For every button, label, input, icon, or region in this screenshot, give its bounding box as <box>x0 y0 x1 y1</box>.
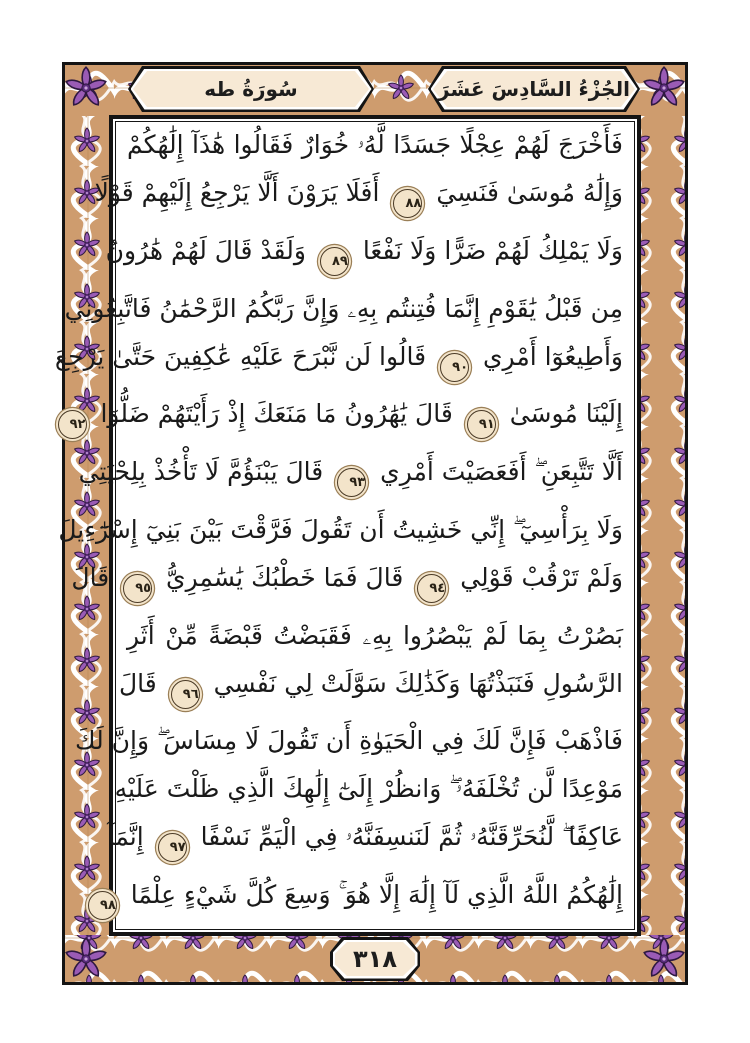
verse-number-badge: ٩٥ <box>123 574 152 603</box>
quran-line <box>94 177 623 218</box>
ayah-text: إِلَيْنَا مُوسَىٰ <box>509 399 623 429</box>
page-number-cartouche <box>330 937 420 981</box>
ayah-text: وَلَا بِرَأْسِيٓ ۖ إِنِّي خَشِيتُ أَن تَقُولَ فَرَّقْتَ بَيْنَ بَنِيٓ إِسْرَٰٓءِيلَ <box>58 514 623 544</box>
quran-line <box>71 562 623 603</box>
quran-line <box>54 341 623 382</box>
verse-number-badge: ٩٦ <box>171 680 200 709</box>
ayah-text: فَاذْهَبْ فَإِنَّ لَكَ فِي الْحَيَوٰةِ أَن تَقُولَ لَا مِسَاسَ ۖ وَإِنَّ لَكَ <box>75 726 623 756</box>
verse-number-badge: ٩٤ <box>417 574 446 603</box>
quran-line <box>105 235 623 276</box>
ayah-text: وَأَطِيعُوٓا أَمْرِي <box>482 341 623 371</box>
quran-line <box>107 821 623 862</box>
quran-line <box>114 773 623 804</box>
ayah-text: مَوْعِدًا لَّن تُخْلَفَهُۥ ۖ وَانظُرْ إِلَىٰٓ إِلَٰهِكَ الَّذِي ظَلْتَ عَلَيْهِ <box>114 774 623 804</box>
ayah-text: وَإِلَٰهُ مُوسَىٰ فَنَسِيَ <box>436 178 623 207</box>
quran-line <box>118 668 623 709</box>
ayah-text: قَالَ فَمَا خَطْبُكَ يَٰسَٰمِرِيُّ <box>166 562 404 592</box>
ayah-text: إِلَٰهُكُمُ اللَّهُ الَّذِي لَآ إِلَٰهَ إِلَّا هُوَ ۚ وَسِعَ كُلَّ شَيْءٍ عِلْمًا <box>130 880 623 909</box>
ayah-text: أَفَلَا يَرَوْنَ أَلَّا يَرْجِعُ إِلَيْهِمْ قَوْلًا <box>94 178 380 207</box>
ayah-text: قَالَ يَٰهَٰرُونُ مَا مَنَعَكَ إِذْ رَأَيْتَهُمْ ضَلُّوٓا <box>100 399 453 429</box>
verse-number-badge: ٨٨ <box>393 189 422 218</box>
ayah-text: عَاكِفًا ۖ لَّنُحَرِّقَنَّهُۥ ثُمَّ لَنَنسِفَنَّهُۥ فِي الْيَمِّ نَسْفًا <box>200 822 623 852</box>
ayah-text: قَالُوا لَن نَّبْرَحَ عَلَيْهِ عَٰكِفِينَ حَتَّىٰ يَرْجِعَ <box>54 341 427 371</box>
ayah-text: الرَّسُولِ فَنَبَذْتُهَا وَكَذَٰلِكَ سَوَّلَتْ لِي نَفْسِي <box>213 668 623 698</box>
juz-cartouche <box>428 66 640 112</box>
verse-number-badge: ٩٠ <box>440 353 469 382</box>
quran-line <box>78 456 623 497</box>
ayah-text: أَلَّا تَتَّبِعَنِ ۖ أَفَعَصَيْتَ أَمْرِي <box>380 457 623 486</box>
ayah-text: وَلَقَدْ قَالَ لَهُمْ هَٰرُونُ <box>105 235 306 265</box>
ayah-text: وَلَا يَمْلِكُ لَهُمْ ضَرًّا وَلَا نَفْعًا <box>362 235 623 265</box>
verse-number-badge: ٩٢ <box>58 410 87 439</box>
ayah-text: قَالَ <box>71 562 110 592</box>
verse-number-badge: ٩١ <box>467 410 496 439</box>
quran-line <box>75 725 623 756</box>
verse-number-badge: ٨٩ <box>320 247 349 276</box>
quran-line <box>127 620 623 651</box>
ayah-text: بَصُرْتُ بِمَا لَمْ يَبْصُرُوا بِهِۦ فَقَبَضْتُ قَبْضَةً مِّنْ أَثَرِ <box>127 620 623 650</box>
verse-number-badge: ٩٨ <box>88 891 117 920</box>
ayah-text: وَلَمْ تَرْقُبْ قَوْلِي <box>460 562 623 592</box>
ayah-text: قَالَ <box>118 668 157 698</box>
ayah-text: إِنَّمَآ <box>107 822 144 852</box>
juz-label: الجُزْءُ السَّادِسَ عَشَرَ <box>438 77 630 101</box>
quran-line <box>58 514 623 545</box>
page-number: ٣١٨ <box>353 945 397 973</box>
quran-line <box>69 398 623 439</box>
ayah-text: مِن قَبْلُ يَٰقَوْمِ إِنَّمَا فُتِنتُم بِهِۦ وَإِنَّ رَبَّكُمُ الرَّحْمَٰنُ فَاتَّبِعُونِي <box>64 293 623 323</box>
ayah-text: قَالَ يَبْنَؤُمَّ لَا تَأْخُذْ بِلِحْيَتِي <box>78 457 324 486</box>
quran-line <box>64 293 623 324</box>
surah-title-cartouche <box>128 66 374 112</box>
quran-line <box>127 129 623 160</box>
ayah-text: فَأَخْرَجَ لَهُمْ عِجْلًا جَسَدًا لَّهُۥ خُوَارٌ فَقَالُوا هَٰذَآ إِلَٰهُكُمْ <box>127 130 623 159</box>
quran-line <box>99 879 623 920</box>
verse-number-badge: ٩٣ <box>337 468 366 497</box>
surah-title-label: سُورَةُ طه <box>204 77 298 101</box>
text-panel <box>54 116 640 935</box>
verse-number-badge: ٩٧ <box>158 833 187 862</box>
